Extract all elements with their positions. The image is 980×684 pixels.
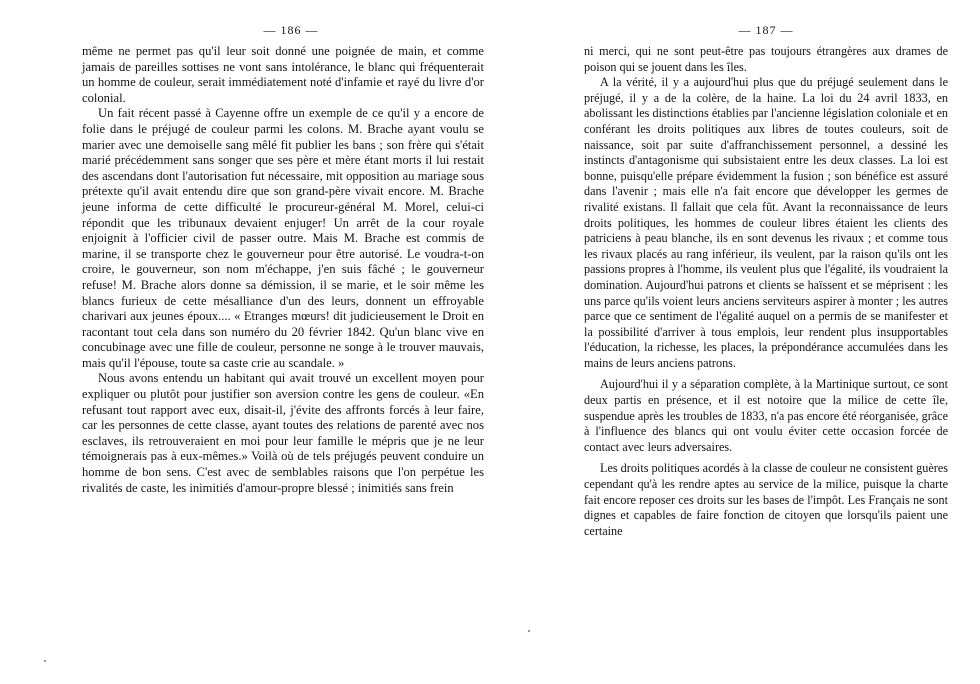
left-page (82, 22, 484, 496)
paragraph: A la vérité, il y a aujourd'hui plus que du préjugé seulement dans le préjugé, il y a de la colère, de la haine. La loi du 24 avril 1833, en abolissant les distinctions établies par l'ancienne législation coloniale et en conférant les droits politiques aux libres de toutes couleurs, soit de naissance, soit par suite d'affranchissement personnel, a dessiné les instincts d'antagonisme qui subsistaient entre les deux classes. La loi est bonne, puisqu'elle prépare évidemment la fusion ; son bénéfice est assuré dans l'avenir ; mais elle n'a fait encore que développer les germes de rivalité existans. Il fallait que cela fût. Avant la reconnaissance de leurs droits politiques, les hommes de couleur libres étaient les clients des patriciens à peau blanche, ils en sont devenus les rivaux ; et comme tous les rivaux placés au rang inférieur, ils veulent, par la raison qu'ils ont les passions propres à l'homme, ils veulent plus que l'égalité, ils voudraient la domination. Aujourd'hui patrons et clients se haïssent et se méprisent : les uns parce qu'ils voient leurs anciens serviteurs aspirer à monter ; les autres parce que ce sentiment de l'égalité auquel on a permis de se manifester et la possibilité d'arriver à tous emplois, leur rendent plus insupportables l'éducation, la richesse, les places, la prépondérance accumulées dans les mains de leurs anciens patrons. (584, 75, 948, 370)
page-number-right: — 187 — (738, 23, 794, 37)
paper-speck (528, 630, 530, 632)
left-page-text (82, 44, 484, 496)
paragraph: ni merci, qui ne sont peut-être pas toujours étrangères aux drames de poison qui se jouent dans les îles. (584, 44, 948, 74)
paragraph: Nous avons entendu un habitant qui avait trouvé un excellent moyen pour expliquer ou plutôt pour justifier son aversion contre les gens de couleur. «En refusant tout rapport avec eux, disait-il, j'évite des affronts forcés à leur faire, car les personnes de cette classe, ayant toutes des relations de parenté avec nos esclaves, ils retrouveraient en moi pour leur famille le mépris que je ne leur témoignerais pas à eux-mêmes.» Voilà où de tels préjugés peuvent conduire un homme de bon sens. C'est avec de semblables raisons que l'on perpétue les rivalités de caste, les inimitiés d'amour-propre blessé ; inimitiés sans frein (82, 371, 484, 495)
page-number-left: — 186 — (263, 23, 319, 37)
right-page (584, 22, 948, 539)
paragraph: même ne permet pas qu'il leur soit donné une poignée de main, et comme jamais de pareilles sottises ne vont sans intolérance, le blanc qui fréquenterait un homme de couleur, serait immédiatement noté d'infamie et rayé du livre d'or colonial. (82, 44, 484, 105)
right-page-text (584, 44, 948, 539)
paragraph: Un fait récent passé à Cayenne offre un exemple de ce qu'il y a encore de folie dans le préjugé de couleur parmi les colons. M. Brache ayant voulu se marier avec une demoiselle sang mêlé fit publier les bans ; son frère qui s'était marié précédemment sans songer que ses père et mère étant morts il lui restait des ascendans dont l'autorisation fut nécessaire, mit opposition au mariage sous prétexte qu'il avait entendu dire que son grand-père vivait encore. M. Brache jeune informa de cette difficulté le procureur-général M. Morel, celui-ci répondit que les tribunaux devaient enjuger! Un arrêt de la cour royale enjoignit à l'officier civil de passer outre. Mais M. Brache est commis de marine, il se transporte chez le gouverneur pour être autorisé. Le voudra-t-on croire, le gouverneur, son nom m'échappe, j'en suis fâché ; le gouverneur refuse! M. Brache alors donne sa démission, il se marie, et le soir même les blancs furieux de cette mésalliance d'un des leurs, donnent un effroyable charivari aux jeunes époux.... « Etranges mœurs! dit judicieusement le Droit en racontant tout cela dans son numéro du 20 février 1842. Qu'un blanc vive en concubinage avec une fille de couleur, personne ne songe à le trouver mauvais, mais qu'il l'épouse, toute sa caste crie au scandale. » (82, 106, 484, 370)
paper-speck (44, 660, 46, 662)
paragraph: Aujourd'hui il y a séparation complète, à la Martinique surtout, ce sont deux partis en présence, et il est notoire que la milice de cette île, suspendue après les troubles de 1833, n'a pas encore été réorganisée, grâce à l'influence des blancs qui ont voulu éviter cette occasion forcée de contact avec leurs adversaires. (584, 377, 948, 454)
paragraph: Les droits politiques acordés à la classe de couleur ne consistent guères cependant qu'à les rendre aptes au service de la milice, puisque la charte fait encore reposer ces droits sur les bases de l'impôt. Les Français ne sont dignes et capables de faire fonction de citoyen que lorsqu'ils paient une certaine (584, 461, 948, 538)
